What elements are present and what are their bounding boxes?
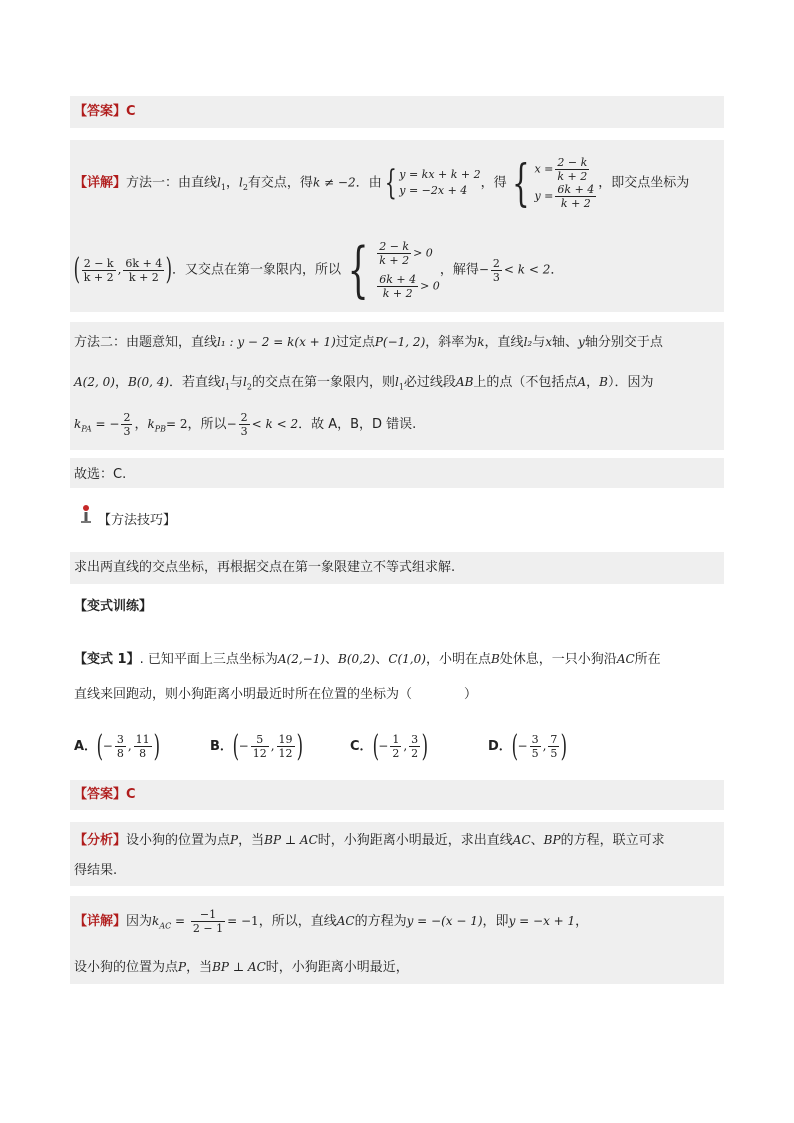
question-text: ，小明在点 (425, 652, 491, 667)
math-result: < k < 2 (251, 417, 299, 431)
math-point: P (230, 833, 239, 847)
option-letter: B． (210, 739, 233, 754)
frac-den: k + 2 (557, 170, 588, 183)
fraction (115, 733, 126, 760)
math-l2: l₂ (523, 335, 533, 349)
detail-text: 的交点在第一象限内，则 (251, 375, 395, 390)
frac-den: k + 2 (83, 270, 114, 284)
frac-num: 6k + 4 (557, 183, 595, 196)
math-k: k (74, 417, 82, 431)
method2-line-3: $k_{PA}$ = − $\frac{2}{3}$ ，$k_{PB}= 2$，所以− $\frac{2}{3}$ < k < 2．故 A，B，D 错误. (74, 411, 417, 438)
frac-den: 5 (550, 747, 558, 760)
detail-label: 【详解】 (74, 175, 127, 191)
frac-num: 2 (492, 256, 500, 270)
option-d[interactable]: D．(− $\frac{3}{5}$ , $\frac{7}{5}$ ) (488, 728, 568, 764)
frac-num: 3 (411, 733, 419, 746)
paren-right: ) (421, 728, 429, 764)
tips-text: 求出两直线的交点坐标，再根据交点在第一象限建立不等式组求解. (74, 560, 456, 575)
frac-num: 2 − k (379, 240, 410, 253)
paren-left: ( (511, 728, 518, 764)
frac-num: 3 (531, 733, 539, 746)
method2-line-1 (74, 333, 663, 352)
detail-label: 【详解】 (74, 914, 127, 929)
frac-num: 2 (240, 411, 248, 424)
frac-num: 2 − k (557, 156, 588, 169)
fraction (191, 908, 225, 935)
detail-text: 过定点 (335, 335, 375, 350)
variant1-line-1: 【变式 1】. 已知平面上三点坐标为A(2,−1)、B(0,2)、C(1,0)，小明在点B处休息，一只小狗沿AC所在 (74, 652, 661, 667)
fraction (491, 257, 502, 284)
paren-right: ) (561, 728, 568, 764)
question-text: . 已知平面上三点坐标为 (139, 652, 278, 667)
fraction (82, 257, 116, 284)
detail-text: ．又交点在第一象限内，所以 (172, 262, 342, 278)
option-letter: A． (74, 739, 98, 754)
analysis-line-1 (74, 831, 665, 850)
analysis-text: 时，小狗距离小明最近，求出直线 (317, 833, 513, 848)
frac-num: 2 (123, 411, 131, 424)
frac-den: k + 2 (382, 287, 413, 300)
fraction (251, 733, 269, 760)
frac-num: 5 (251, 733, 269, 747)
frac-den: 8 (139, 747, 147, 760)
final-choice: 故选：C. (74, 467, 127, 482)
frac-den: 3 (240, 425, 248, 438)
paren-left: ( (232, 728, 240, 764)
fraction (377, 240, 411, 267)
answer-line (74, 103, 136, 121)
detail2-line-2 (74, 958, 409, 977)
analysis-text: 的方程，联立可求 (560, 833, 665, 848)
analysis-label: 【分析】 (74, 833, 127, 848)
paren-left: ( (73, 252, 81, 287)
frac-num: 3 (116, 733, 124, 746)
detail-text: ．由 (355, 175, 382, 191)
math-point: P(−1, 2) (374, 335, 426, 349)
frac-num: 6k + 4 (379, 273, 417, 286)
analysis-line-2: 得结果. (74, 863, 118, 878)
tips-label: 【方法技巧】 (98, 513, 177, 528)
detail-text: 因为 (126, 914, 153, 929)
sol-label: x = (534, 162, 554, 176)
detail-text: 设小狗的位置为点 (74, 960, 179, 975)
math-k: k (152, 914, 160, 928)
detail-text: 与 (532, 335, 546, 350)
detail-text: ，直线 (484, 335, 524, 350)
answer-label: 【答案】 (74, 787, 127, 802)
frac-den: 12 (252, 747, 267, 760)
math-point: B(0, 4) (127, 375, 170, 389)
option-letter: D． (488, 739, 512, 754)
analysis-text: ，当 (238, 833, 265, 848)
option-letter: C． (350, 739, 373, 754)
fraction (548, 733, 559, 760)
detail-text: ，解得 (439, 262, 479, 278)
answer2-block-bg (70, 780, 724, 810)
system-eq: y = −2x + 4 (399, 184, 468, 197)
ineq-gt: > 0 (420, 279, 440, 293)
frac-num: −1 (191, 908, 225, 922)
question-text: 处休息，一只小狗沿 (499, 652, 617, 667)
detail-text: ．若直线 (169, 375, 222, 390)
math-perp: BP ⊥ AC (212, 960, 266, 974)
detail-text: ， (225, 175, 239, 191)
frac-den: 5 (531, 747, 539, 760)
analysis-text: 设小狗的位置为点 (126, 833, 231, 848)
brace: { (347, 235, 369, 305)
detail-text: 方法一：由直线 (126, 175, 218, 191)
detail-text: 上的点（不包括点 (473, 375, 578, 390)
math-point: B (599, 375, 608, 389)
detail-text: ）．因为 (607, 375, 654, 390)
fraction (555, 156, 589, 183)
paren-left: ( (372, 728, 379, 764)
math-segment: AB (455, 375, 474, 389)
detail-text: ， (575, 914, 589, 929)
fraction (377, 273, 418, 300)
detail-text: 轴、 (552, 335, 579, 350)
math-k: k (477, 335, 485, 349)
detail-text: ，所以 (187, 417, 227, 432)
math-perp: BP ⊥ AC (264, 833, 318, 847)
frac-den: 2 (411, 747, 419, 760)
detail-text: ，所以，直线 (258, 914, 337, 929)
frac-den: 3 (123, 425, 131, 438)
detail-text: 与 (230, 375, 244, 390)
math-point: P (178, 960, 187, 974)
detail-text: 有交点，得 (247, 175, 313, 191)
answer-block-bg (70, 96, 724, 128)
math-point: C(1,0) (388, 652, 426, 666)
answer-label: 【答案】 (74, 104, 127, 119)
detail-text: 必过线段 (403, 375, 456, 390)
math-segment: AC (336, 914, 355, 928)
math-point: B(0,2) (338, 652, 376, 666)
brace: { (384, 163, 397, 203)
math-l2: l (238, 175, 243, 190)
variant-label: 【变式 1】 (74, 652, 140, 667)
math-eq: y = −(x − 1) (406, 914, 483, 928)
paren-right: ) (296, 728, 303, 764)
fraction (123, 257, 164, 284)
tips-icon (78, 504, 94, 524)
math-sub: PB (154, 424, 167, 434)
math-k: k (147, 417, 155, 431)
detail-text: ．故 A，B，D 错误. (298, 417, 417, 432)
option-c[interactable]: C．(− $\frac{1}{2}$ , $\frac{3}{2}$ ) (350, 728, 429, 764)
frac-num: 11 (135, 733, 150, 746)
fraction (277, 733, 295, 760)
math-result: < k < 2 (503, 262, 551, 277)
math-sub: PA (81, 424, 92, 434)
frac-den: k + 2 (379, 254, 410, 267)
math-eq: y = −x + 1 (508, 914, 576, 928)
paren-left: ( (96, 728, 104, 764)
brace: { (511, 154, 530, 212)
frac-den: 8 (116, 747, 124, 760)
fraction (390, 733, 401, 760)
frac-den: k + 2 (128, 270, 159, 284)
option-b[interactable]: B．(− $\frac{5}{12}$ , $\frac{19}{12}$ ) (210, 728, 303, 764)
inequality-system (375, 240, 440, 300)
fraction (409, 733, 420, 760)
sol-label: y = (534, 189, 554, 203)
frac-den: k + 2 (560, 197, 591, 210)
detail-text: 的方程为 (354, 914, 407, 929)
question-text: 所在 (634, 652, 661, 667)
training-heading: 【变式训练】 (74, 599, 153, 614)
fraction (121, 411, 132, 438)
paren-right: ) (165, 252, 173, 287)
answer-value: C (126, 787, 136, 802)
option-a[interactable]: A．(− $\frac{3}{8}$ , $\frac{11}{8}$ ) (74, 728, 160, 764)
frac-den: 2 (392, 747, 400, 760)
math-point: A (577, 375, 587, 389)
paren-right: ) (153, 728, 160, 764)
frac-num: 7 (550, 733, 558, 746)
math-value: = 2 (166, 417, 188, 431)
variant1-line-2: 直线来回跑动，则小狗距离小明最近时所在位置的坐标为（ ） (74, 687, 478, 702)
math-point: A(2,−1) (277, 652, 326, 666)
frac-num: 1 (392, 733, 400, 746)
math-point: A(2, 0) (74, 375, 115, 389)
frac-num: 6k + 4 (125, 256, 163, 270)
math-segment: AC (512, 833, 531, 847)
equation-system (399, 167, 480, 199)
tips-heading (98, 512, 176, 530)
detail-text: ，即 (482, 914, 509, 929)
math-condition: k ≠ −2 (312, 175, 356, 190)
analysis-text: 、 (530, 833, 544, 848)
detail-text: 方法二：由题意知，直线 (74, 335, 218, 350)
method2-line-2: A(2, 0)，B(0, 4)．若直线$l_1$与$l_2$的交点在第一象限内，则$l_1$必过线段AB上的点（不包括点A，B）．因为 (74, 375, 654, 392)
math-x: x (545, 335, 553, 349)
fraction (530, 733, 541, 760)
math-segment: AC (616, 652, 635, 666)
math-point: B (490, 652, 500, 666)
math-y: y (578, 335, 585, 349)
math-eq: l₁ : y − 2 = k(x + 1) (217, 335, 336, 349)
fraction (134, 733, 152, 760)
detail-line-1: 【详解】方法一：由直线$l_1$，$l_2$有交点，得k ≠ −2．由{ y = kx + k + 2 y = −2x + 4 ，得 { x = $\frac{2 - k}{k + 2}$ y = $\frac{6k + 4}{k + 2}$ ，即交点坐标为 (74, 154, 690, 212)
detail-text: 时，小狗距离小明最近， (265, 960, 409, 975)
math-segment: BP (543, 833, 561, 847)
detail-text: ，即交点坐标为 (598, 175, 690, 191)
frac-den: 12 (278, 747, 293, 760)
math-l1: l (217, 175, 221, 190)
frac-num: 2 − k (83, 256, 114, 270)
answer2-line (74, 786, 136, 804)
frac-num: 19 (278, 733, 293, 746)
system-eq: y = kx + k + 2 (399, 168, 481, 181)
math-sub: AC (159, 921, 172, 931)
choice-block-bg (70, 458, 724, 488)
frac-den: 3 (492, 270, 500, 284)
fraction (239, 411, 250, 438)
solution-system (534, 156, 598, 210)
fraction (555, 183, 596, 210)
ineq-gt: > 0 (413, 246, 433, 260)
math-value: = −1 (227, 914, 259, 928)
detail-text: ，斜率为 (425, 335, 478, 350)
answer-value: C (126, 104, 136, 119)
detail-text: ，当 (186, 960, 213, 975)
detail2-line-1: 【详解】因为$k_{AC}$ = $\frac{-1}{2 - 1}$ = −1，所以，直线AC的方程为y = −(x − 1)，即y = −x + 1， (74, 908, 589, 935)
detail-text: 轴分别交于点 (584, 335, 663, 350)
detail-text: ，得 (480, 175, 507, 191)
frac-den: 2 − 1 (192, 922, 224, 935)
detail-line-2: ( $\frac{2 - k}{k + 2}$ , $\frac{6k + 4}{k + 2}$ )．又交点在第一象限内，所以 { $\frac{2 - k}{k + 2}$ > 0 $\frac{6k + 4}{k + 2}$ > 0 ，解得− $\frac{2}{3}$ < k < 2． (73, 235, 564, 305)
